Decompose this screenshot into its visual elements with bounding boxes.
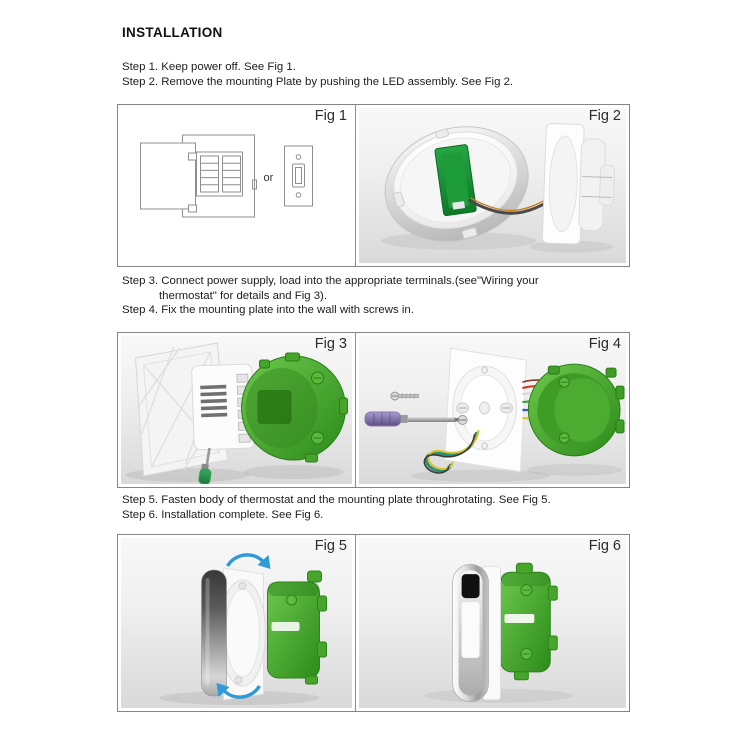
- fig2-label: Fig 2: [588, 108, 621, 124]
- fig4-label: Fig 4: [588, 336, 621, 352]
- wall-box: [242, 353, 348, 462]
- fig5-cell: [118, 535, 355, 711]
- box-shadow: [526, 464, 622, 476]
- steps-block-3: [122, 493, 551, 522]
- light-switch-drawing: [285, 146, 313, 206]
- step-3-text-line1: Step 3. Connect power supply, load into the appropriate terminals.(see"Wiring your: [122, 275, 539, 287]
- page-title: INSTALLATION: [122, 25, 223, 40]
- thermostat-body-side: [202, 570, 227, 696]
- step-6-text: Step 6. Installation complete. See Fig 6.: [122, 508, 324, 521]
- step-1-text: Step 1. Keep power off. See Fig 1.: [122, 61, 296, 73]
- figure-panel-3: [117, 534, 630, 712]
- screw-being-driven: [458, 415, 467, 424]
- fig2-thermostat-back-illustration: [359, 108, 626, 263]
- fig6-label: Fig 6: [588, 538, 621, 554]
- fig1-label: Fig 1: [314, 108, 347, 124]
- floating-screw: [391, 392, 419, 400]
- rotation-arrow-top: [228, 555, 271, 569]
- figure-panel-2: [117, 332, 630, 488]
- wall-box: [528, 364, 624, 456]
- purple-screwdriver: [365, 412, 459, 426]
- step-5-text: Step 5. Fasten body of thermostat and the mounting plate throughrotating. See Fig 5.: [122, 494, 551, 506]
- step-3-text-line2: thermostat" for details and Fig 3).: [159, 289, 328, 302]
- fig6-cell: [355, 535, 629, 711]
- box-shadow: [244, 465, 344, 479]
- fig6-assembled-illustration: [359, 538, 626, 708]
- figure-panel-1: [117, 104, 630, 267]
- fig3-wiring-illustration: [121, 336, 352, 484]
- fig1-breaker-panel-illustration: [118, 105, 355, 266]
- breaker-box-drawing: [141, 135, 257, 217]
- fig5-rotation-illustration: [121, 538, 352, 708]
- wall-box-side: [500, 563, 557, 680]
- fig1-or-text: or: [263, 172, 274, 184]
- thermostat-body-side: [453, 564, 489, 701]
- fig3-cell: [118, 333, 355, 487]
- steps-block-1: [122, 60, 513, 89]
- fig3-label: Fig 3: [314, 336, 347, 352]
- fig1-cell: [118, 105, 355, 266]
- step-4-text: Step 4. Fix the mounting plate into the wall with screws in.: [122, 304, 414, 317]
- fig2-cell: [355, 105, 629, 266]
- step-2-text: Step 2. Remove the mounting Plate by pushing the LED assembly. See Fig 2.: [122, 75, 514, 88]
- wall-box-side: [268, 571, 327, 684]
- fig4-cell: [355, 333, 629, 487]
- mounting-plate-side: [542, 123, 616, 245]
- fig5-label: Fig 5: [314, 538, 347, 554]
- steps-block-2: [122, 274, 539, 318]
- fig4-mounting-illustration: [359, 336, 626, 484]
